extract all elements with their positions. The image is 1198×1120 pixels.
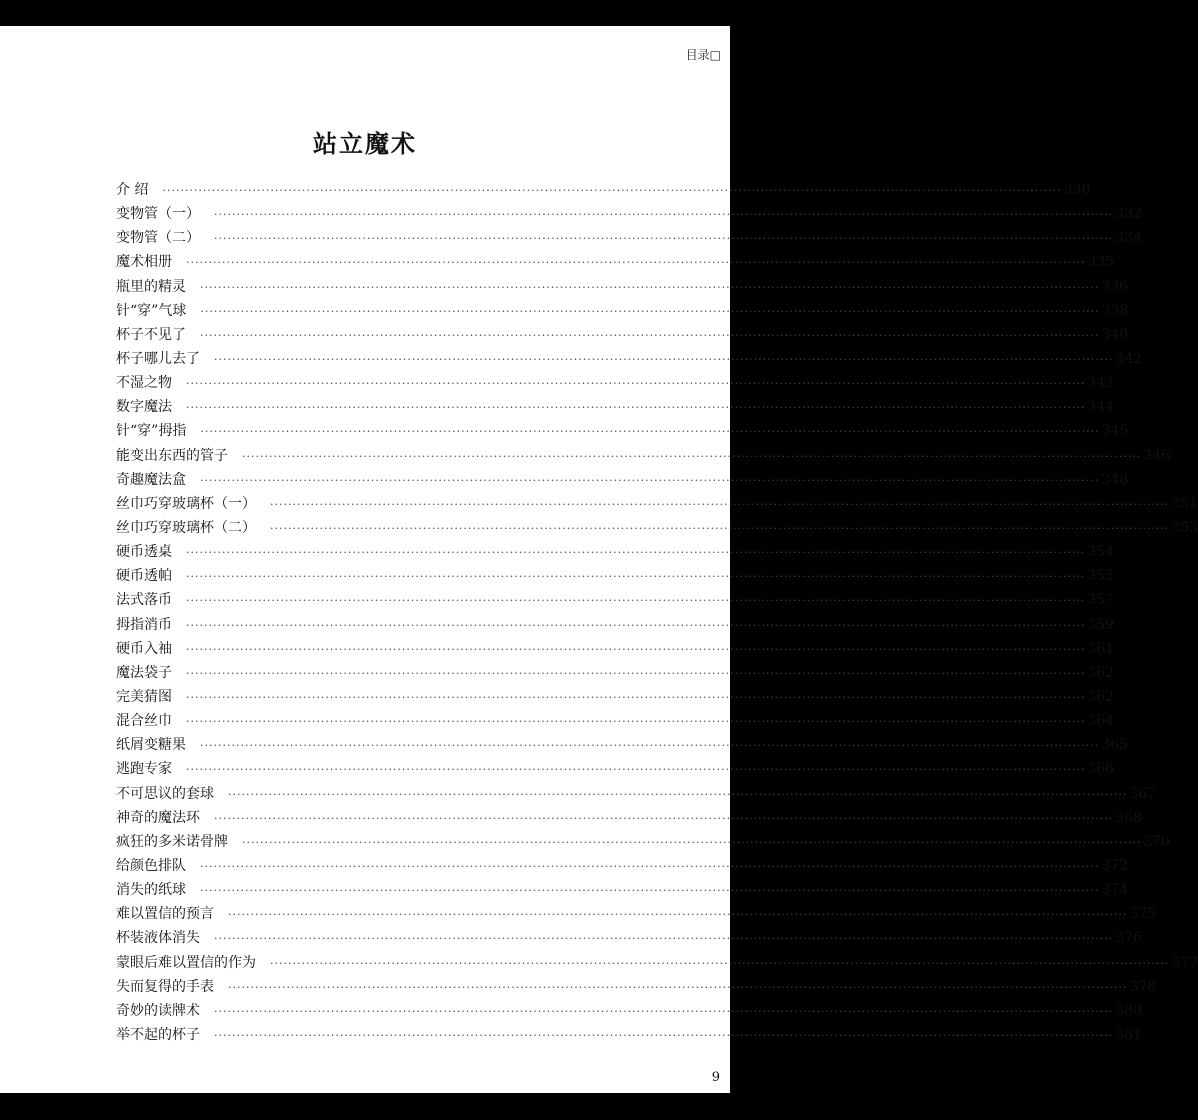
toc-entry-title: 消失的纸球	[116, 882, 186, 899]
toc-entry[interactable]	[116, 975, 1157, 999]
toc-entry[interactable]	[116, 733, 1129, 757]
dot-leader: ········································································································································································································	[214, 232, 1114, 246]
dot-leader: ········································································································································································································	[200, 473, 1100, 487]
toc-entry[interactable]	[116, 806, 1143, 830]
toc-entry[interactable]	[116, 492, 1198, 516]
toc-entry[interactable]	[116, 516, 1198, 540]
toc-entry-title: 硬币透帕	[116, 568, 172, 585]
dot-leader: ········································································································································································································	[186, 256, 1086, 270]
dot-leader: ········································································································································································································	[200, 859, 1100, 873]
toc-page-number: 372	[1101, 857, 1129, 874]
toc-entry-title: 混合丝巾	[116, 713, 172, 730]
toc-page-number: 376	[1115, 930, 1143, 947]
toc-page-number: 378	[1129, 978, 1157, 995]
toc-entry[interactable]	[116, 782, 1157, 806]
running-head: 目录□	[685, 48, 721, 62]
toc-page-number: 332	[1115, 206, 1143, 223]
toc-entry[interactable]	[116, 637, 1115, 661]
toc-entry-title: 瓶里的精灵	[116, 278, 186, 295]
toc-page-number: 365	[1101, 737, 1129, 754]
toc-entry[interactable]	[116, 202, 1143, 226]
toc-entry-title: 变物管（一）	[116, 206, 200, 223]
dot-leader: ········································································································································································································	[186, 594, 1086, 608]
toc-page-number: 334	[1115, 230, 1143, 247]
dot-leader: ········································································································································································································	[186, 763, 1086, 777]
toc-page-number: 357	[1087, 592, 1115, 609]
toc-entry-title: 不可思议的套球	[116, 785, 214, 802]
dot-leader: ········································································································································································································	[186, 642, 1086, 656]
toc-entry[interactable]	[116, 613, 1115, 637]
toc-entry[interactable]	[116, 1023, 1143, 1047]
toc-entry[interactable]	[116, 444, 1171, 468]
toc-page-number: 342	[1115, 350, 1143, 367]
toc-entry-title: 丝巾巧穿玻璃杯（一）	[116, 495, 256, 512]
dot-leader: ········································································································································································································	[162, 184, 1062, 197]
toc-entry[interactable]	[116, 999, 1143, 1023]
dot-leader: ········································································································································································································	[186, 377, 1086, 391]
toc-entry[interactable]	[116, 419, 1129, 443]
toc-page-number: 370	[1143, 833, 1171, 850]
toc-entry-title: 数字魔法	[116, 399, 172, 416]
toc-entry[interactable]	[116, 588, 1115, 612]
dot-leader: ········································································································································································································	[200, 280, 1100, 294]
dot-leader: ········································································································································································································	[270, 521, 1170, 535]
toc-entry-title: 能变出东西的管子	[116, 447, 228, 464]
toc-entry-title: 不湿之物	[116, 375, 172, 392]
toc-page-number: 353	[1171, 519, 1198, 536]
toc-entry-title: 给颜色排队	[116, 857, 186, 874]
toc-page-number: 361	[1087, 640, 1115, 657]
toc-page-number: 335	[1087, 254, 1115, 271]
toc-entry[interactable]	[116, 299, 1129, 323]
dot-leader: ········································································································································································································	[242, 449, 1142, 463]
toc-entry-title: 失而复得的手表	[116, 978, 214, 995]
table-of-contents	[116, 178, 1198, 1047]
toc-page-number: 344	[1087, 399, 1115, 416]
toc-entry[interactable]	[116, 926, 1143, 950]
toc-page-number: 366	[1087, 761, 1115, 778]
toc-entry[interactable]	[116, 371, 1115, 395]
dot-leader: ········································································································································································································	[200, 739, 1100, 753]
toc-entry-title: 丝巾巧穿玻璃杯（二）	[116, 519, 256, 536]
dot-leader: ········································································································································································································	[228, 787, 1128, 801]
toc-entry[interactable]	[116, 347, 1143, 371]
book-page	[0, 26, 1198, 1093]
toc-page-number: 364	[1087, 713, 1115, 730]
toc-entry[interactable]	[116, 854, 1129, 878]
toc-page-number: 348	[1101, 471, 1129, 488]
toc-page-number: 368	[1115, 809, 1143, 826]
dot-leader: ········································································································································································································	[214, 811, 1114, 825]
dot-leader: ········································································································································································································	[214, 1028, 1114, 1042]
toc-page-number: 367	[1129, 785, 1157, 802]
dot-leader: ········································································································································································································	[200, 425, 1100, 439]
toc-entry-title: 杯子哪儿去了	[116, 350, 200, 367]
toc-entry[interactable]	[116, 830, 1171, 854]
toc-entry[interactable]	[116, 468, 1129, 492]
toc-entry-title: 杯装液体消失	[116, 930, 200, 947]
dot-leader: ········································································································································································································	[200, 328, 1100, 342]
toc-entry-title: 举不起的杯子	[116, 1026, 200, 1043]
dot-leader: ········································································································································································································	[242, 835, 1142, 849]
toc-page-number: 340	[1101, 326, 1129, 343]
toc-page-number: 377	[1171, 954, 1198, 971]
toc-page-number: 375	[1129, 906, 1157, 923]
toc-entry[interactable]	[116, 250, 1115, 274]
toc-entry[interactable]	[116, 878, 1129, 902]
toc-entry-title: 杯子不见了	[116, 326, 186, 343]
dot-leader: ········································································································································································································	[186, 546, 1086, 560]
toc-entry-title: 奇趣魔法盒	[116, 471, 186, 488]
toc-entry-title: 疯狂的多米诺骨牌	[116, 833, 228, 850]
toc-entry[interactable]	[116, 757, 1115, 781]
toc-entry-title: 针“穿”拇指	[116, 423, 187, 440]
toc-entry-title: 变物管（二）	[116, 230, 200, 247]
dot-leader: ········································································································································································································	[214, 1004, 1114, 1018]
toc-entry-title: 拇指消币	[116, 616, 172, 633]
dot-leader: ········································································································································································································	[214, 932, 1114, 946]
toc-entry-title: 奇妙的读牌术	[116, 1002, 200, 1019]
toc-entry[interactable]	[116, 709, 1115, 733]
dot-leader: ········································································································································································································	[186, 570, 1086, 584]
toc-page-number: 362	[1087, 688, 1115, 705]
toc-entry-title: 完美猜图	[116, 688, 172, 705]
toc-entry[interactable]	[116, 951, 1198, 975]
dot-leader: ········································································································································································································	[228, 908, 1128, 922]
toc-entry[interactable]	[116, 685, 1115, 709]
toc-entry-title: 法式落币	[116, 592, 172, 609]
toc-entry[interactable]	[116, 323, 1129, 347]
toc-entry[interactable]	[116, 226, 1143, 250]
dot-leader: ········································································································································································································	[186, 401, 1086, 415]
dot-leader: ········································································································································································································	[214, 352, 1114, 366]
toc-page-number: 381	[1115, 1026, 1143, 1043]
dot-leader: ········································································································································································································	[228, 980, 1128, 994]
dot-leader: ········································································································································································································	[270, 497, 1170, 511]
toc-page-number: 362	[1087, 664, 1115, 681]
dot-leader: ········································································································································································································	[200, 884, 1100, 898]
toc-entry-title: 难以置信的预言	[116, 906, 214, 923]
toc-entry-title: 蒙眼后难以置信的作为	[116, 954, 256, 971]
toc-entry-title: 魔法袋子	[116, 664, 172, 681]
dot-leader: ········································································································································································································	[200, 304, 1100, 318]
dot-leader: ········································································································································································································	[214, 208, 1114, 222]
toc-entry[interactable]	[116, 395, 1115, 419]
dot-leader: ········································································································································································································	[270, 956, 1170, 970]
toc-entry[interactable]	[116, 902, 1157, 926]
dot-leader: ········································································································································································································	[186, 690, 1086, 704]
toc-page-number: 351	[1171, 495, 1198, 512]
toc-entry[interactable]	[116, 540, 1115, 564]
toc-entry-title: 硬币入袖	[116, 640, 172, 657]
toc-entry[interactable]	[116, 564, 1115, 588]
toc-page-number: 345	[1101, 423, 1129, 440]
toc-entry-title: 逃跑专家	[116, 761, 172, 778]
toc-page-number: 338	[1101, 302, 1129, 319]
toc-page-number: 354	[1087, 544, 1115, 561]
dot-leader: ········································································································································································································	[186, 715, 1086, 729]
dot-leader: ········································································································································································································	[186, 618, 1086, 632]
toc-page-number: 374	[1101, 882, 1129, 899]
toc-entry-title: 介 绍	[116, 182, 149, 198]
section-title: 站立魔术	[313, 129, 417, 158]
toc-page-number: 346	[1143, 447, 1171, 464]
dot-leader: ········································································································································································································	[186, 666, 1086, 680]
toc-entry-title: 硬币透桌	[116, 544, 172, 561]
toc-entry[interactable]	[116, 661, 1115, 685]
toc-entry-title: 纸屑变糖果	[116, 737, 186, 754]
toc-entry-title: 魔术相册	[116, 254, 172, 271]
toc-entry-title: 神奇的魔法环	[116, 809, 200, 826]
page-number: 9	[711, 1070, 720, 1085]
toc-entry[interactable]	[116, 275, 1129, 299]
toc-page-number: 359	[1087, 616, 1115, 633]
toc-page-number: 380	[1115, 1002, 1143, 1019]
toc-page-number: 343	[1087, 375, 1115, 392]
toc-entry-title: 针“穿”气球	[116, 302, 187, 319]
toc-page-number: 336	[1101, 278, 1129, 295]
toc-entry[interactable]	[116, 178, 1091, 202]
toc-page-number: 355	[1087, 568, 1115, 585]
toc-page-number: 330	[1063, 182, 1091, 198]
